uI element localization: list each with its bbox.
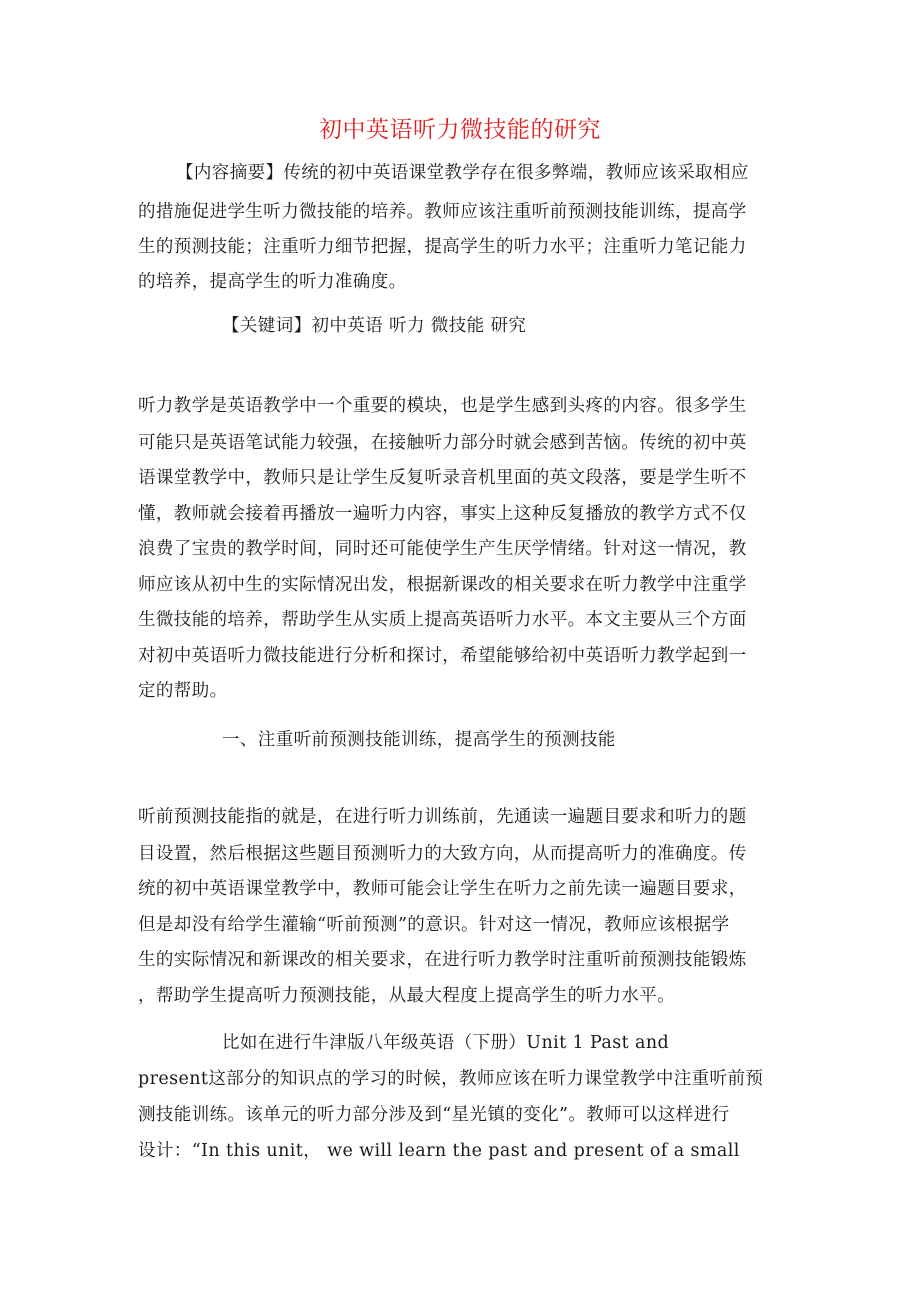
paragraph-line: 但是却没有给学生灌输“听前预测”的意识。针对这一情况，教师应该根据学 [138, 915, 730, 935]
paragraph-line: present这部分的知识点的学习的时候，教师应该在听力课堂教学中注重听前预 [138, 1069, 764, 1089]
paragraph-line: 统的初中英语课堂教学中，教师可能会让学生在听力之前先读一遍题目要求， [138, 879, 747, 899]
paragraph-line: 生微技能的培养，帮助学生从实质上提高英语听力水平。本文主要从三个方面 [138, 610, 747, 630]
paragraph-line: 测技能训练。该单元的听力部分涉及到“星光镇的变化”。教师可以这样进行 [138, 1105, 730, 1125]
paragraph-line: 浪费了宝贵的教学时间，同时还可能使学生产生厌学情绪。针对这一情况，教 [138, 539, 747, 559]
paragraph-line: 比如在进行牛津版八年级英语（下册）Unit 1 Past and [222, 1033, 670, 1053]
paragraph-line: 目设置，然后根据这些题目预测听力的大致方向，从而提高听力的准确度。传 [138, 844, 747, 864]
paragraph-line: 师应该从初中生的实际情况出发，根据新课改的相关要求在听力教学中注重学 [138, 575, 747, 595]
abstract-line: 【内容摘要】传统的初中英语课堂教学存在很多弊端，教师应该采取相应 [176, 163, 749, 183]
document-title: 初中英语听力微技能的研究 [319, 117, 601, 143]
paragraph-line: 语课堂教学中，教师只是让学生反复听录音机里面的英文段落，要是学生听不 [138, 468, 747, 488]
paragraph-line: 定的帮助。 [138, 681, 228, 701]
keywords-line: 【关键词】初中英语 听力 微技能 研究 [222, 316, 527, 336]
paragraph-line: ，帮助学生提高听力预测技能，从最大程度上提高学生的听力水平。 [138, 986, 675, 1006]
paragraph-line: 听力教学是英语教学中一个重要的模块，也是学生感到头疼的内容。很多学生 [138, 396, 747, 416]
section-heading: 一、注重听前预测技能训练，提高学生的预测技能 [222, 730, 616, 750]
paragraph-line: 生的实际情况和新课改的相关要求，在进行听力教学时注重听前预测技能锻炼 [138, 950, 747, 970]
abstract-line: 生的预测技能；注重听力细节把握，提高学生的听力水平；注重听力笔记能力 [138, 237, 747, 257]
paragraph-line: 对初中英语听力微技能进行分析和探讨，希望能够给初中英语听力教学起到一 [138, 646, 747, 666]
abstract-line: 的措施促进学生听力微技能的培养。教师应该注重听前预测技能训练，提高学 [138, 202, 747, 222]
paragraph-line: 懂，教师就会接着再播放一遍听力内容，事实上这种反复播放的教学方式不仅 [138, 504, 747, 524]
paragraph-line: 听前预测技能指的就是，在进行听力训练前，先通读一遍题目要求和听力的题 [138, 807, 747, 827]
abstract-line: 的培养，提高学生的听力准确度。 [138, 272, 407, 292]
paragraph-line: 设计：“In this unit， we will learn the past and present of a small [138, 1141, 740, 1161]
paragraph-line: 可能只是英语笔试能力较强，在接触听力部分时就会感到苦恼。传统的初中英 [138, 433, 747, 453]
